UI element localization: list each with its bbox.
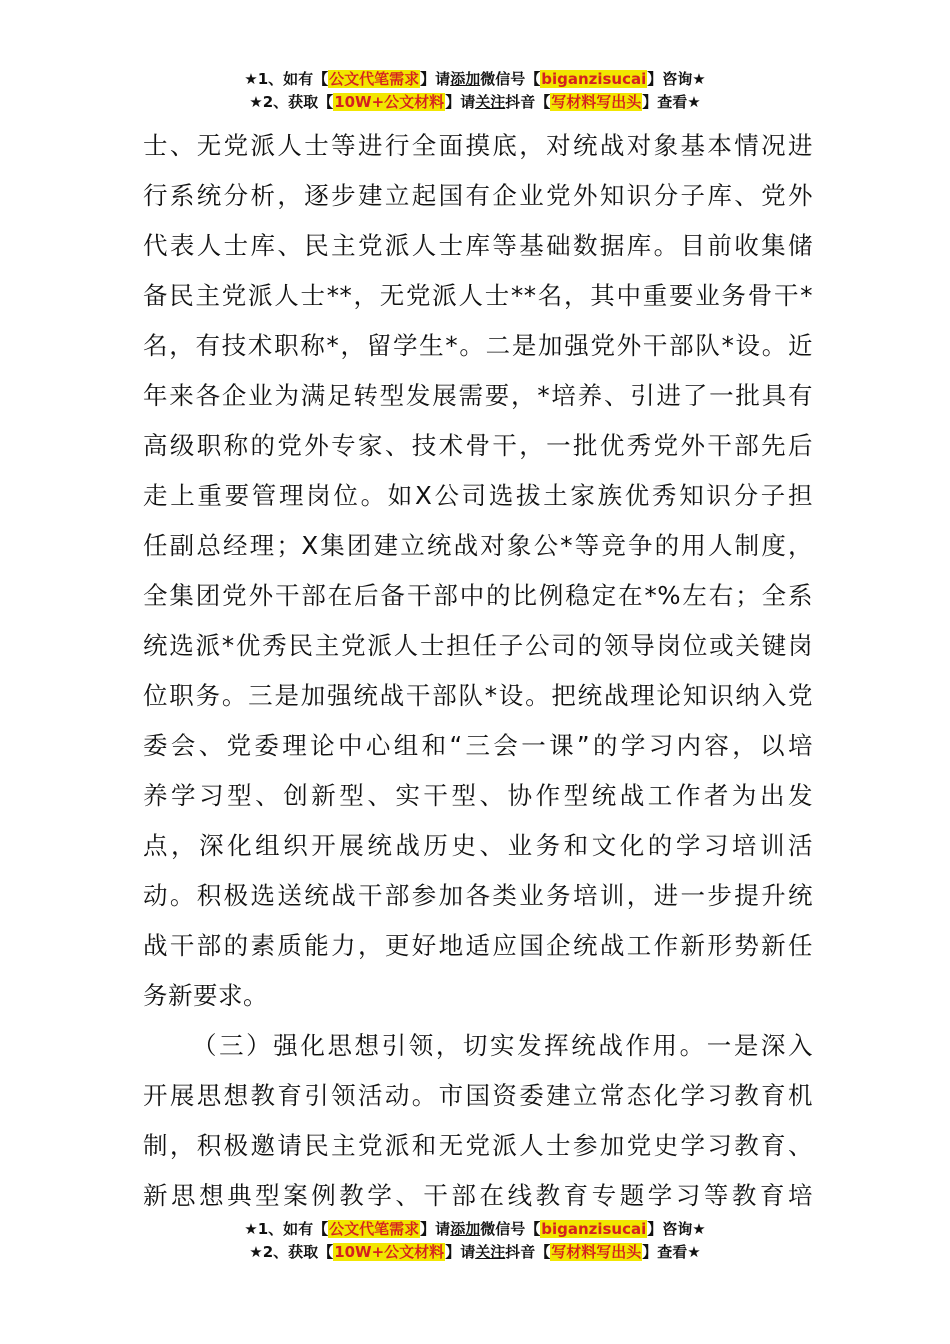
banner-line-2: ★2、获取【10W+公文材料】请关注抖音【写材料写出头】查看★ [249,1243,701,1261]
text-line: 战干部的素质能力，更好地适应国企统战工作新形势新任 [143,931,813,960]
text-line: 开展思想教育引领活动。市国资委建立常态化学习教育机 [143,1081,813,1110]
text-line: 统选派*优秀民主党派人士担任子公司的领导岗位或关键岗 [143,631,813,660]
text-line-section-heading: （三）强化思想引领，切实发挥统战作用。一是深入 [192,1031,813,1060]
document-body [143,121,813,1221]
banner-line-1: ★1、如有【公文代笔需求】请添加微信号【biganzisucai】咨询★ [244,1220,706,1238]
footer-banner [0,1218,950,1264]
text-line: 任副总经理；X集团建立统战对象公*等竞争的用人制度， [143,531,813,560]
header-banner [0,68,950,114]
highlight-materials: 10W+公文材料 [334,93,445,111]
highlight-service: 公文代笔需求 [329,70,420,88]
text-line: 走上重要管理岗位。如X公司选拔土家族优秀知识分子担 [143,481,813,510]
banner-line-1: ★1、如有【公文代笔需求】请添加微信号【biganzisucai】咨询★ [244,70,706,88]
text-line: 新思想典型案例教学、干部在线教育专题学习等教育培 [143,1181,813,1210]
text-line: 行系统分析，逐步建立起国有企业党外知识分子库、党外 [143,181,813,210]
text-line: 位职务。三是加强统战干部队*设。把统战理论知识纳入党 [143,681,813,710]
highlight-douyin-id: 写材料写出头 [551,93,642,111]
text-line: 备民主党派人士**，无党派人士**名，其中重要业务骨干* [143,281,813,310]
highlight-wechat-id: biganzisucai [541,1220,647,1238]
text-line: 养学习型、创新型、实干型、协作型统战工作者为出发 [143,781,813,810]
highlight-service: 公文代笔需求 [329,1220,420,1238]
text-line: 制，积极邀请民主党派和无党派人士参加党史学习教育、 [143,1131,813,1160]
banner-line-2: ★2、获取【10W+公文材料】请关注抖音【写材料写出头】查看★ [249,93,701,111]
text-line: 名，有技术职称*，留学生*。二是加强党外干部队*设。近 [143,331,813,360]
text-line: 年来各企业为满足转型发展需要，*培养、引进了一批具有 [143,381,813,410]
text-line: 点，深化组织开展统战历史、业务和文化的学习培训活 [143,831,813,860]
text-line: 士、无党派人士等进行全面摸底，对统战对象基本情况进 [143,131,813,160]
text-line: 委会、党委理论中心组和“三会一课”的学习内容，以培 [143,731,813,760]
text-line-paragraph-end: 务新要求。 [143,981,268,1010]
text-line: 全集团党外干部在后备干部中的比例稳定在*%左右；全系 [143,581,813,610]
highlight-douyin-id: 写材料写出头 [551,1243,642,1261]
highlight-materials: 10W+公文材料 [334,1243,445,1261]
text-line: 动。积极选送统战干部参加各类业务培训，进一步提升统 [143,881,813,910]
highlight-wechat-id: biganzisucai [541,70,647,88]
text-line: 代表人士库、民主党派人士库等基础数据库。目前收集储 [143,231,813,260]
text-line: 高级职称的党外专家、技术骨干，一批优秀党外干部先后 [143,431,813,460]
